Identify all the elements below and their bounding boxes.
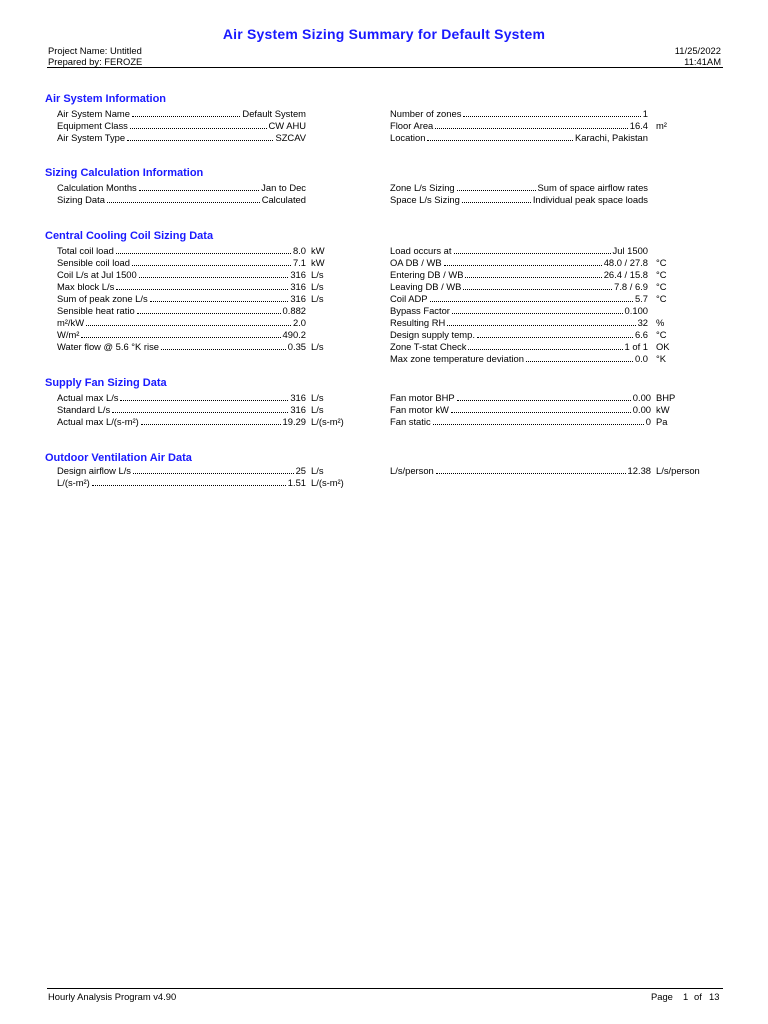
row-unit: % <box>656 317 665 328</box>
row-label: Sensible coil load <box>57 257 130 268</box>
row-value: 1.51 <box>287 477 306 488</box>
row-label: Water flow @ 5.6 °K rise <box>57 341 160 352</box>
row-unit: L/s <box>311 392 324 403</box>
data-row <box>390 464 651 476</box>
row-label: Sum of peak zone L/s <box>57 293 148 304</box>
report-title: Air System Sizing Summary for Default System <box>222 26 546 42</box>
leader-dots <box>433 424 644 425</box>
row-label: Design supply temp. <box>390 329 475 340</box>
leader-dots <box>462 202 531 203</box>
data-row <box>390 304 648 316</box>
row-label: Fan motor kW <box>390 404 449 415</box>
data-row <box>57 292 306 304</box>
data-row <box>390 316 648 328</box>
row-label: Number of zones <box>390 108 462 119</box>
row-label: Zone T-stat Check <box>390 341 467 352</box>
data-row <box>57 415 306 427</box>
leader-dots <box>81 337 280 338</box>
leader-dots <box>112 412 288 413</box>
row-value: 316 <box>290 281 306 292</box>
row-unit: m² <box>656 120 667 131</box>
row-value: 2.0 <box>292 317 306 328</box>
leader-dots <box>447 325 635 326</box>
row-value: Calculated <box>261 194 306 205</box>
report-header-right <box>675 45 721 67</box>
data-row <box>57 119 306 131</box>
leader-dots <box>150 301 289 302</box>
data-row <box>57 193 306 205</box>
row-label: Standard L/s <box>57 404 111 415</box>
row-unit: °C <box>656 269 667 280</box>
row-label: m²/kW <box>57 317 85 328</box>
row-label: Total coil load <box>57 245 114 256</box>
row-value: 316 <box>290 293 306 304</box>
row-unit: L/s <box>311 341 324 352</box>
row-unit: L/s <box>311 465 324 476</box>
row-value: 0 <box>645 416 651 427</box>
footer-page-label: Page <box>651 991 673 1002</box>
row-value: 0.00 <box>632 404 651 415</box>
row-label: Leaving DB / WB <box>390 281 462 292</box>
row-label: Entering DB / WB <box>390 269 464 280</box>
section-heading-cooling-coil: Central Cooling Coil Sizing Data <box>45 230 214 242</box>
leader-dots <box>139 190 259 191</box>
row-label: Location <box>390 132 426 143</box>
row-unit: °K <box>656 353 667 364</box>
header-rule <box>47 67 723 68</box>
leader-dots <box>468 349 622 350</box>
row-unit: Pa <box>656 416 668 427</box>
data-row <box>57 280 306 292</box>
row-label: Air System Type <box>57 132 126 143</box>
data-row <box>390 340 648 352</box>
row-value: 32 <box>637 317 648 328</box>
leader-dots <box>454 253 611 254</box>
data-row <box>57 256 306 268</box>
row-value: 48.0 / 27.8 <box>603 257 648 268</box>
data-row <box>390 119 648 131</box>
row-unit: °C <box>656 293 667 304</box>
footer-program: Hourly Analysis Program v4.90 <box>48 991 177 1002</box>
leader-dots <box>463 289 612 290</box>
leader-dots <box>526 361 633 362</box>
row-unit: °C <box>656 329 667 340</box>
row-value: 25 <box>295 465 306 476</box>
row-unit: L/(s-m²) <box>311 477 344 488</box>
row-unit: L/s <box>311 293 324 304</box>
row-value: Jul 1500 <box>612 245 648 256</box>
data-row <box>390 352 648 364</box>
data-row <box>57 391 306 403</box>
row-value: Sum of space airflow rates <box>537 182 648 193</box>
row-label: Bypass Factor <box>390 305 450 316</box>
row-unit: OK <box>656 341 670 352</box>
row-value: SZCAV <box>275 132 306 143</box>
row-label: Fan motor BHP <box>390 392 455 403</box>
row-label: L/(s-m²) <box>57 477 90 488</box>
footer-rule <box>47 988 723 989</box>
leader-dots <box>435 128 628 129</box>
data-row <box>57 304 306 316</box>
leader-dots <box>465 277 601 278</box>
leader-dots <box>463 116 640 117</box>
row-label: Floor Area <box>390 120 434 131</box>
row-label: Sizing Data <box>57 194 105 205</box>
report-header-left <box>48 45 142 67</box>
row-label: Sensible heat ratio <box>57 305 135 316</box>
data-row <box>390 415 651 427</box>
row-label: Max zone temperature deviation <box>390 353 524 364</box>
row-unit: L/s <box>311 281 324 292</box>
section-heading-sizing-calc-info: Sizing Calculation Information <box>45 167 204 179</box>
data-row <box>390 131 648 143</box>
row-value: 0.35 <box>287 341 306 352</box>
leader-dots <box>457 190 536 191</box>
row-label: Fan static <box>390 416 431 427</box>
leader-dots <box>137 313 281 314</box>
row-label: Zone L/s Sizing <box>390 182 455 193</box>
row-value: 16.4 <box>629 120 648 131</box>
row-label: Equipment Class <box>57 120 128 131</box>
data-row <box>390 328 648 340</box>
leader-dots <box>451 412 631 413</box>
row-unit: kW <box>311 245 325 256</box>
row-unit: kW <box>311 257 325 268</box>
row-label: Coil ADP <box>390 293 428 304</box>
row-value: 1 <box>642 108 648 119</box>
leader-dots <box>132 116 240 117</box>
leader-dots <box>139 277 289 278</box>
data-row <box>390 403 651 415</box>
row-unit: BHP <box>656 392 676 403</box>
row-value: Karachi, Pakistan <box>575 132 648 143</box>
row-unit: °C <box>656 281 667 292</box>
report-date: 11/25/2022 <box>674 45 721 56</box>
footer-page-total: 13 <box>709 991 720 1002</box>
leader-dots <box>132 265 291 266</box>
row-value: 0.882 <box>282 305 306 316</box>
data-row <box>57 107 306 119</box>
leader-dots <box>133 473 294 474</box>
section-heading-outdoor-vent: Outdoor Ventilation Air Data <box>45 452 192 464</box>
row-label: Resulting RH <box>390 317 446 328</box>
leader-dots <box>444 265 602 266</box>
leader-dots <box>127 140 273 141</box>
data-row <box>57 464 306 476</box>
row-unit: L/s/person <box>656 465 700 476</box>
data-row <box>57 476 306 488</box>
data-row <box>390 292 648 304</box>
data-row <box>57 340 306 352</box>
row-value: 0.00 <box>632 392 651 403</box>
row-unit: L/(s-m²) <box>311 416 344 427</box>
leader-dots <box>86 325 291 326</box>
leader-dots <box>161 349 286 350</box>
row-value: Default System <box>242 108 306 119</box>
row-unit: L/s <box>311 404 324 415</box>
leader-dots <box>430 301 633 302</box>
row-label: Max block L/s <box>57 281 115 292</box>
leader-dots <box>107 202 260 203</box>
row-label: Design airflow L/s <box>57 465 131 476</box>
leader-dots <box>120 400 288 401</box>
data-row <box>390 181 648 193</box>
row-value: 316 <box>290 392 306 403</box>
project-name: Project Name: Untitled <box>48 45 142 56</box>
row-value: 316 <box>290 269 306 280</box>
leader-dots <box>452 313 623 314</box>
row-value: CW AHU <box>268 120 306 131</box>
leader-dots <box>457 400 631 401</box>
row-value: 19.29 <box>282 416 306 427</box>
section-heading-supply-fan: Supply Fan Sizing Data <box>45 377 167 389</box>
row-unit: kW <box>656 404 670 415</box>
data-row <box>390 268 648 280</box>
row-value: Individual peak space loads <box>532 194 648 205</box>
row-label: Actual max L/s <box>57 392 119 403</box>
row-value: 7.8 / 6.9 <box>614 281 648 292</box>
data-row <box>57 328 306 340</box>
data-row <box>57 268 306 280</box>
leader-dots <box>427 140 573 141</box>
data-row <box>57 131 306 143</box>
row-label: L/s/person <box>390 465 434 476</box>
leader-dots <box>92 485 286 486</box>
row-label: Air System Name <box>57 108 130 119</box>
row-label: W/m² <box>57 329 80 340</box>
leader-dots <box>116 253 291 254</box>
row-value: 0.100 <box>624 305 648 316</box>
row-value: 5.7 <box>634 293 648 304</box>
row-label: Space L/s Sizing <box>390 194 460 205</box>
row-label: Calculation Months <box>57 182 137 193</box>
data-row <box>390 256 648 268</box>
row-value: 12.38 <box>627 465 651 476</box>
row-value: 0.0 <box>634 353 648 364</box>
data-row <box>390 391 651 403</box>
leader-dots <box>130 128 267 129</box>
data-row <box>390 107 648 119</box>
row-label: Actual max L/(s-m²) <box>57 416 139 427</box>
section-heading-air-system-info: Air System Information <box>45 93 167 105</box>
leader-dots <box>436 473 626 474</box>
row-value: 490.2 <box>282 329 306 340</box>
row-label: OA DB / WB <box>390 257 442 268</box>
leader-dots <box>116 289 288 290</box>
row-value: 26.4 / 15.8 <box>603 269 648 280</box>
leader-dots <box>141 424 281 425</box>
prepared-by: Prepared by: FEROZE <box>48 56 143 67</box>
data-row <box>57 403 306 415</box>
data-row <box>390 244 648 256</box>
row-value: 7.1 <box>292 257 306 268</box>
row-unit: °C <box>656 257 667 268</box>
leader-dots <box>477 337 633 338</box>
row-value: Jan to Dec <box>261 182 306 193</box>
data-row <box>390 280 648 292</box>
footer-page-of: of <box>694 991 702 1002</box>
row-label: Load occurs at <box>390 245 452 256</box>
data-row <box>57 181 306 193</box>
row-value: 316 <box>290 404 306 415</box>
row-label: Coil L/s at Jul 1500 <box>57 269 137 280</box>
footer-page-number: 1 <box>683 991 689 1002</box>
row-unit: L/s <box>311 269 324 280</box>
row-value: 8.0 <box>292 245 306 256</box>
row-value: 6.6 <box>634 329 648 340</box>
data-row <box>390 193 648 205</box>
report-time: 11:41AM <box>684 56 721 67</box>
row-value: 1 of 1 <box>624 341 648 352</box>
data-row <box>57 244 306 256</box>
data-row <box>57 316 306 328</box>
